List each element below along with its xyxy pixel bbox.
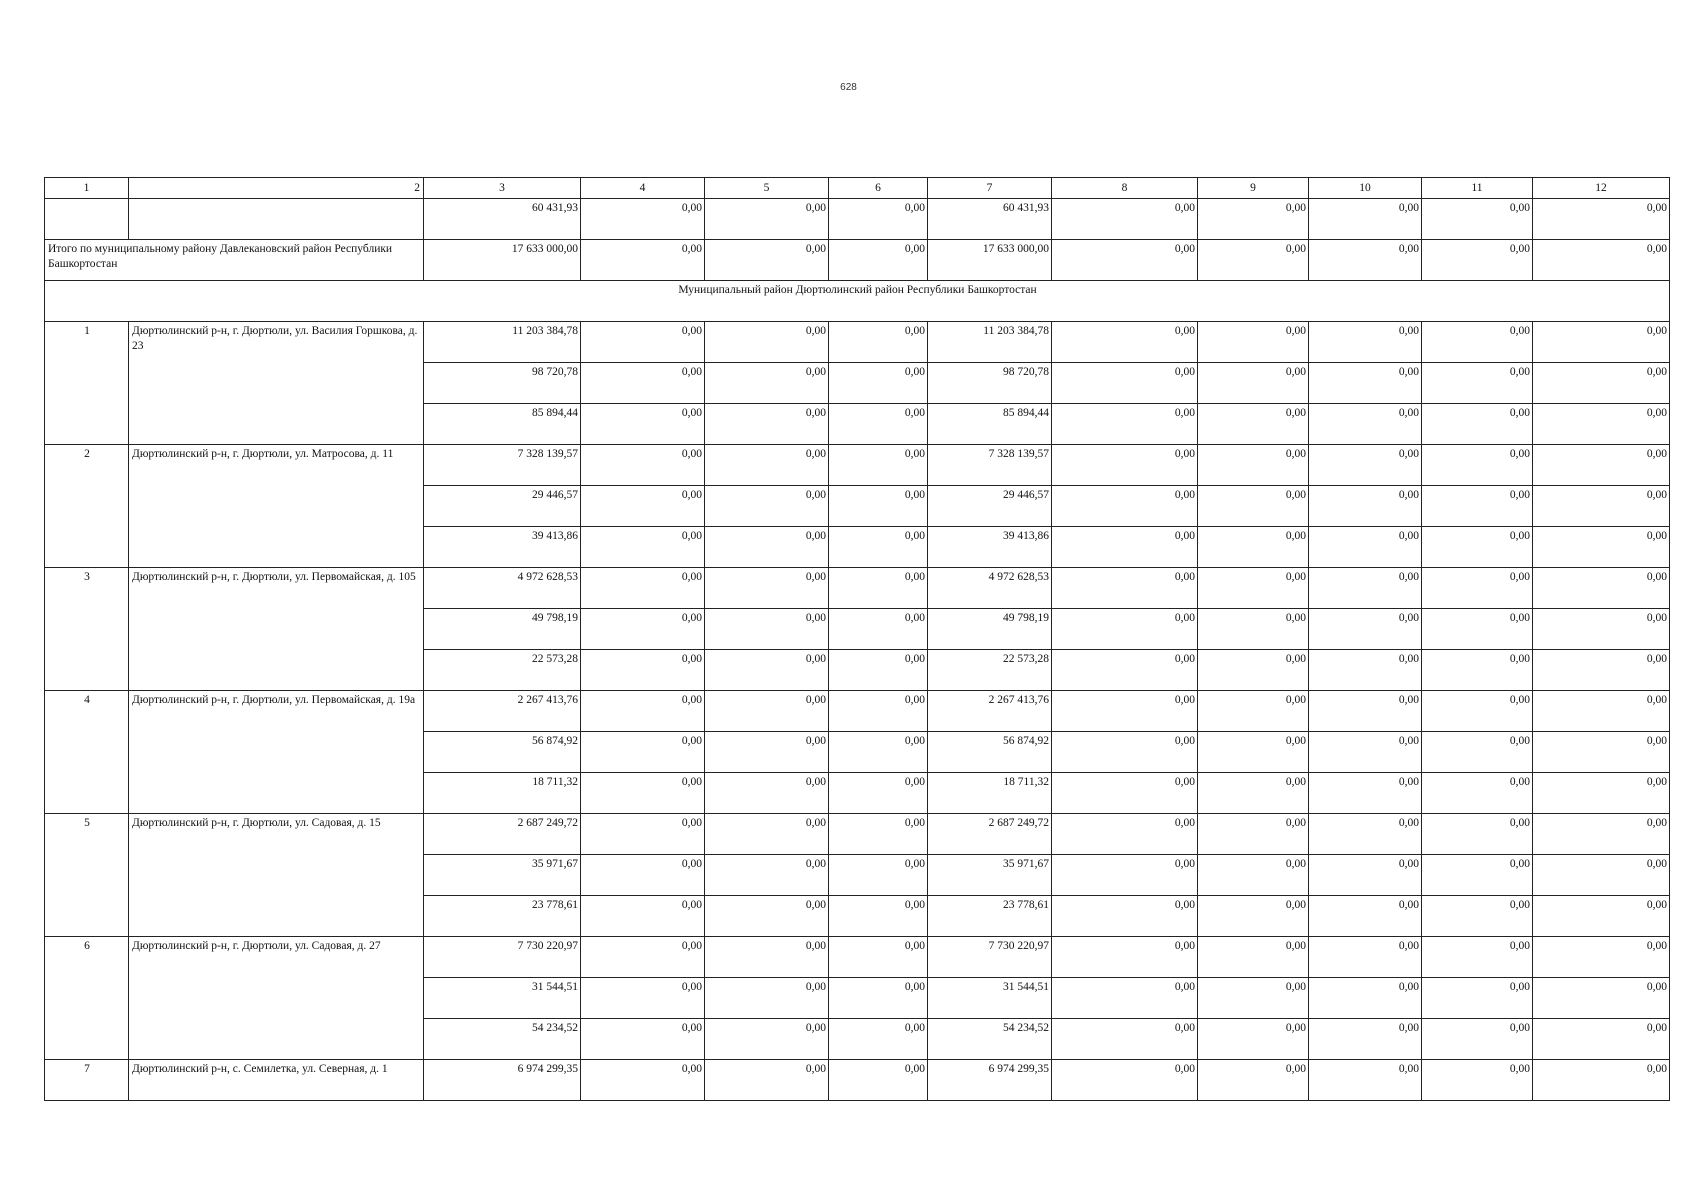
value-cell: 0,00: [705, 1019, 829, 1060]
value-cell: 0,00: [1309, 486, 1422, 527]
value-cell: 0,00: [1198, 650, 1309, 691]
value-cell: 0,00: [1198, 978, 1309, 1019]
value-cell: 0,00: [1052, 527, 1198, 568]
budget-table: [44, 177, 1670, 1101]
value-cell: 0,00: [581, 527, 705, 568]
section-row: [45, 281, 1670, 322]
value-cell: 18 711,32: [928, 773, 1052, 814]
value-cell: 0,00: [1198, 1019, 1309, 1060]
value-cell: 0,00: [1309, 1019, 1422, 1060]
value-cell: 0,00: [1309, 855, 1422, 896]
item-number: 6: [45, 937, 129, 1060]
value-cell: 0,00: [1309, 363, 1422, 404]
address-cell: [129, 199, 424, 240]
value-cell: 0,00: [1052, 363, 1198, 404]
value-cell: 0,00: [581, 896, 705, 937]
value-cell: 0,00: [1533, 691, 1670, 732]
value-cell: 2 687 249,72: [928, 814, 1052, 855]
column-header: 8: [1052, 178, 1198, 199]
value-cell: 0,00: [1533, 568, 1670, 609]
value-cell: 31 544,51: [424, 978, 581, 1019]
value-cell: 0,00: [705, 855, 829, 896]
value-cell: 0,00: [829, 199, 928, 240]
value-cell: 0,00: [705, 486, 829, 527]
value-cell: 0,00: [705, 240, 829, 281]
value-cell: 49 798,19: [424, 609, 581, 650]
value-cell: 7 328 139,57: [928, 445, 1052, 486]
value-cell: 0,00: [1533, 855, 1670, 896]
value-cell: 2 267 413,76: [424, 691, 581, 732]
value-cell: 35 971,67: [928, 855, 1052, 896]
value-cell: 0,00: [1533, 404, 1670, 445]
header-row: [45, 178, 1670, 199]
value-cell: 0,00: [829, 773, 928, 814]
value-cell: 0,00: [1052, 568, 1198, 609]
value-cell: 0,00: [1309, 527, 1422, 568]
value-cell: 0,00: [1309, 445, 1422, 486]
value-cell: 18 711,32: [424, 773, 581, 814]
value-cell: 0,00: [1422, 1019, 1533, 1060]
value-cell: 0,00: [1422, 404, 1533, 445]
table-row: [45, 322, 1670, 363]
item-number: 3: [45, 568, 129, 691]
value-cell: 0,00: [705, 814, 829, 855]
item-address: Дюртюлинский р-н, г. Дюртюли, ул. Садовая, д. 27: [129, 937, 424, 1060]
value-cell: 0,00: [1052, 322, 1198, 363]
value-cell: 23 778,61: [424, 896, 581, 937]
value-cell: 0,00: [1198, 691, 1309, 732]
value-cell: 85 894,44: [928, 404, 1052, 445]
value-cell: 0,00: [1198, 404, 1309, 445]
value-cell: 0,00: [705, 896, 829, 937]
value-cell: 22 573,28: [424, 650, 581, 691]
item-number: 5: [45, 814, 129, 937]
value-cell: 0,00: [581, 486, 705, 527]
value-cell: 0,00: [829, 691, 928, 732]
value-cell: 35 971,67: [424, 855, 581, 896]
value-cell: 54 234,52: [928, 1019, 1052, 1060]
value-cell: 0,00: [581, 814, 705, 855]
value-cell: 0,00: [1533, 527, 1670, 568]
value-cell: 0,00: [1052, 896, 1198, 937]
value-cell: 0,00: [1198, 568, 1309, 609]
value-cell: 0,00: [1422, 1060, 1533, 1101]
value-cell: 0,00: [1198, 609, 1309, 650]
value-cell: 0,00: [1198, 773, 1309, 814]
value-cell: 0,00: [581, 568, 705, 609]
value-cell: 0,00: [581, 609, 705, 650]
value-cell: 0,00: [1309, 937, 1422, 978]
value-cell: 39 413,86: [424, 527, 581, 568]
table-row: [45, 691, 1670, 732]
value-cell: 0,00: [829, 732, 928, 773]
value-cell: 0,00: [1533, 322, 1670, 363]
value-cell: 0,00: [1052, 855, 1198, 896]
value-cell: 0,00: [1533, 609, 1670, 650]
value-cell: 29 446,57: [424, 486, 581, 527]
value-cell: 0,00: [1422, 486, 1533, 527]
value-cell: 0,00: [1422, 896, 1533, 937]
column-header: 2: [129, 178, 424, 199]
item-address: Дюртюлинский р-н, с. Семилетка, ул. Северная, д. 1: [129, 1060, 424, 1101]
value-cell: 0,00: [581, 732, 705, 773]
value-cell: 0,00: [1422, 650, 1533, 691]
value-cell: 0,00: [1052, 486, 1198, 527]
value-cell: 0,00: [1198, 814, 1309, 855]
value-cell: 0,00: [581, 855, 705, 896]
value-cell: 0,00: [705, 609, 829, 650]
value-cell: 0,00: [1422, 568, 1533, 609]
value-cell: 0,00: [705, 650, 829, 691]
table-row: [45, 445, 1670, 486]
value-cell: 0,00: [705, 527, 829, 568]
section-title: Муниципальный район Дюртюлинский район Республики Башкортостан: [45, 281, 1670, 322]
value-cell: 0,00: [1533, 486, 1670, 527]
table-row: [45, 199, 1670, 240]
value-cell: 0,00: [1533, 814, 1670, 855]
value-cell: 0,00: [581, 1019, 705, 1060]
value-cell: 6 974 299,35: [928, 1060, 1052, 1101]
value-cell: 0,00: [581, 322, 705, 363]
value-cell: 0,00: [1309, 896, 1422, 937]
value-cell: 0,00: [581, 978, 705, 1019]
value-cell: 17 633 000,00: [424, 240, 581, 281]
value-cell: 0,00: [1422, 609, 1533, 650]
value-cell: 0,00: [1309, 773, 1422, 814]
value-cell: 60 431,93: [928, 199, 1052, 240]
column-header: 4: [581, 178, 705, 199]
value-cell: 0,00: [705, 568, 829, 609]
value-cell: 0,00: [1052, 1060, 1198, 1101]
value-cell: 0,00: [1052, 240, 1198, 281]
value-cell: 0,00: [1422, 322, 1533, 363]
value-cell: 0,00: [1309, 404, 1422, 445]
value-cell: 0,00: [705, 322, 829, 363]
item-address: Дюртюлинский р-н, г. Дюртюли, ул. Садовая, д. 15: [129, 814, 424, 937]
column-header: 5: [705, 178, 829, 199]
index-cell: [45, 199, 129, 240]
value-cell: 0,00: [581, 650, 705, 691]
value-cell: 0,00: [581, 199, 705, 240]
value-cell: 0,00: [1198, 322, 1309, 363]
value-cell: 0,00: [1533, 240, 1670, 281]
value-cell: 2 687 249,72: [424, 814, 581, 855]
value-cell: 0,00: [1052, 691, 1198, 732]
item-address: Дюртюлинский р-н, г. Дюртюли, ул. Первомайская, д. 19а: [129, 691, 424, 814]
value-cell: 4 972 628,53: [928, 568, 1052, 609]
value-cell: 0,00: [829, 240, 928, 281]
value-cell: 0,00: [705, 691, 829, 732]
value-cell: 0,00: [829, 527, 928, 568]
value-cell: 0,00: [1533, 199, 1670, 240]
value-cell: 0,00: [829, 609, 928, 650]
value-cell: 0,00: [705, 199, 829, 240]
value-cell: 0,00: [1052, 199, 1198, 240]
value-cell: 0,00: [581, 363, 705, 404]
value-cell: 0,00: [829, 322, 928, 363]
value-cell: 0,00: [1422, 527, 1533, 568]
value-cell: 0,00: [1422, 814, 1533, 855]
value-cell: 4 972 628,53: [424, 568, 581, 609]
value-cell: 0,00: [1309, 650, 1422, 691]
value-cell: 0,00: [1309, 691, 1422, 732]
value-cell: 85 894,44: [424, 404, 581, 445]
value-cell: 56 874,92: [928, 732, 1052, 773]
column-header: 10: [1309, 178, 1422, 199]
value-cell: 6 974 299,35: [424, 1060, 581, 1101]
value-cell: 0,00: [1198, 240, 1309, 281]
value-cell: 0,00: [1052, 1019, 1198, 1060]
value-cell: 0,00: [1198, 527, 1309, 568]
value-cell: 0,00: [1422, 978, 1533, 1019]
value-cell: 0,00: [1309, 199, 1422, 240]
value-cell: 0,00: [1309, 568, 1422, 609]
value-cell: 0,00: [1533, 650, 1670, 691]
value-cell: 0,00: [1198, 896, 1309, 937]
value-cell: 0,00: [1422, 691, 1533, 732]
column-header: 12: [1533, 178, 1670, 199]
value-cell: 0,00: [1309, 814, 1422, 855]
value-cell: 0,00: [1052, 650, 1198, 691]
value-cell: 0,00: [581, 240, 705, 281]
value-cell: 60 431,93: [424, 199, 581, 240]
value-cell: 7 328 139,57: [424, 445, 581, 486]
value-cell: 0,00: [705, 937, 829, 978]
item-number: 7: [45, 1060, 129, 1101]
value-cell: 29 446,57: [928, 486, 1052, 527]
value-cell: 0,00: [1422, 199, 1533, 240]
value-cell: 0,00: [1198, 1060, 1309, 1101]
value-cell: 0,00: [1052, 773, 1198, 814]
table-row: [45, 568, 1670, 609]
value-cell: 0,00: [1309, 1060, 1422, 1101]
column-header: 11: [1422, 178, 1533, 199]
total-row: [45, 240, 1670, 281]
value-cell: 0,00: [581, 404, 705, 445]
item-number: 4: [45, 691, 129, 814]
value-cell: 0,00: [1309, 609, 1422, 650]
value-cell: 0,00: [705, 445, 829, 486]
column-header: 7: [928, 178, 1052, 199]
table-row: [45, 937, 1670, 978]
value-cell: 0,00: [829, 937, 928, 978]
value-cell: 0,00: [1052, 609, 1198, 650]
value-cell: 0,00: [1422, 445, 1533, 486]
value-cell: 31 544,51: [928, 978, 1052, 1019]
value-cell: 0,00: [1052, 445, 1198, 486]
value-cell: 0,00: [1533, 445, 1670, 486]
value-cell: 0,00: [1309, 322, 1422, 363]
value-cell: 0,00: [1198, 199, 1309, 240]
value-cell: 0,00: [829, 363, 928, 404]
value-cell: 0,00: [1533, 1019, 1670, 1060]
value-cell: 0,00: [705, 773, 829, 814]
value-cell: 2 267 413,76: [928, 691, 1052, 732]
total-label: Итого по муниципальному району Давлекановский район Республики Башкортостан: [45, 240, 424, 281]
value-cell: 0,00: [1052, 937, 1198, 978]
value-cell: 0,00: [1198, 855, 1309, 896]
table-row: [45, 1060, 1670, 1101]
value-cell: 11 203 384,78: [424, 322, 581, 363]
column-header: 3: [424, 178, 581, 199]
value-cell: 0,00: [1052, 978, 1198, 1019]
value-cell: 0,00: [1422, 732, 1533, 773]
value-cell: 98 720,78: [928, 363, 1052, 404]
value-cell: 0,00: [1422, 240, 1533, 281]
value-cell: 0,00: [829, 1060, 928, 1101]
value-cell: 0,00: [705, 363, 829, 404]
item-number: 1: [45, 322, 129, 445]
value-cell: 0,00: [829, 445, 928, 486]
value-cell: 0,00: [1052, 404, 1198, 445]
value-cell: 0,00: [1309, 978, 1422, 1019]
value-cell: 17 633 000,00: [928, 240, 1052, 281]
value-cell: 0,00: [829, 650, 928, 691]
value-cell: 0,00: [829, 1019, 928, 1060]
value-cell: 0,00: [705, 732, 829, 773]
value-cell: 39 413,86: [928, 527, 1052, 568]
value-cell: 0,00: [1533, 1060, 1670, 1101]
value-cell: 54 234,52: [424, 1019, 581, 1060]
value-cell: 0,00: [581, 937, 705, 978]
value-cell: 0,00: [1309, 732, 1422, 773]
value-cell: 0,00: [581, 1060, 705, 1101]
value-cell: 0,00: [1052, 732, 1198, 773]
value-cell: 0,00: [581, 691, 705, 732]
value-cell: 0,00: [1198, 363, 1309, 404]
value-cell: 98 720,78: [424, 363, 581, 404]
page-number: 628: [840, 82, 857, 93]
value-cell: 0,00: [705, 404, 829, 445]
value-cell: 0,00: [1422, 363, 1533, 404]
value-cell: 0,00: [1533, 363, 1670, 404]
value-cell: 0,00: [829, 486, 928, 527]
value-cell: 0,00: [829, 814, 928, 855]
value-cell: 0,00: [1533, 937, 1670, 978]
column-header: 6: [829, 178, 928, 199]
value-cell: 22 573,28: [928, 650, 1052, 691]
value-cell: 0,00: [829, 568, 928, 609]
value-cell: 11 203 384,78: [928, 322, 1052, 363]
value-cell: 7 730 220,97: [928, 937, 1052, 978]
value-cell: 0,00: [1198, 445, 1309, 486]
value-cell: 49 798,19: [928, 609, 1052, 650]
item-address: Дюртюлинский р-н, г. Дюртюли, ул. Первомайская, д. 105: [129, 568, 424, 691]
value-cell: 56 874,92: [424, 732, 581, 773]
value-cell: 23 778,61: [928, 896, 1052, 937]
value-cell: 0,00: [1198, 732, 1309, 773]
value-cell: 0,00: [1198, 486, 1309, 527]
table-row: [45, 814, 1670, 855]
value-cell: 0,00: [1533, 978, 1670, 1019]
value-cell: 0,00: [1422, 773, 1533, 814]
value-cell: 0,00: [1533, 732, 1670, 773]
value-cell: 0,00: [829, 404, 928, 445]
value-cell: 0,00: [829, 855, 928, 896]
value-cell: 0,00: [829, 896, 928, 937]
column-header: 9: [1198, 178, 1309, 199]
value-cell: 0,00: [705, 1060, 829, 1101]
value-cell: 0,00: [1309, 240, 1422, 281]
value-cell: 0,00: [705, 978, 829, 1019]
value-cell: 0,00: [1198, 937, 1309, 978]
value-cell: 0,00: [581, 773, 705, 814]
value-cell: 0,00: [829, 978, 928, 1019]
value-cell: 0,00: [1422, 937, 1533, 978]
value-cell: 0,00: [1422, 855, 1533, 896]
value-cell: 0,00: [1052, 814, 1198, 855]
item-address: Дюртюлинский р-н, г. Дюртюли, ул. Матросова, д. 11: [129, 445, 424, 568]
item-address: Дюртюлинский р-н, г. Дюртюли, ул. Василия Горшкова, д. 23: [129, 322, 424, 445]
column-header: 1: [45, 178, 129, 199]
item-number: 2: [45, 445, 129, 568]
value-cell: 0,00: [581, 445, 705, 486]
value-cell: 7 730 220,97: [424, 937, 581, 978]
value-cell: 0,00: [1533, 896, 1670, 937]
value-cell: 0,00: [1533, 773, 1670, 814]
